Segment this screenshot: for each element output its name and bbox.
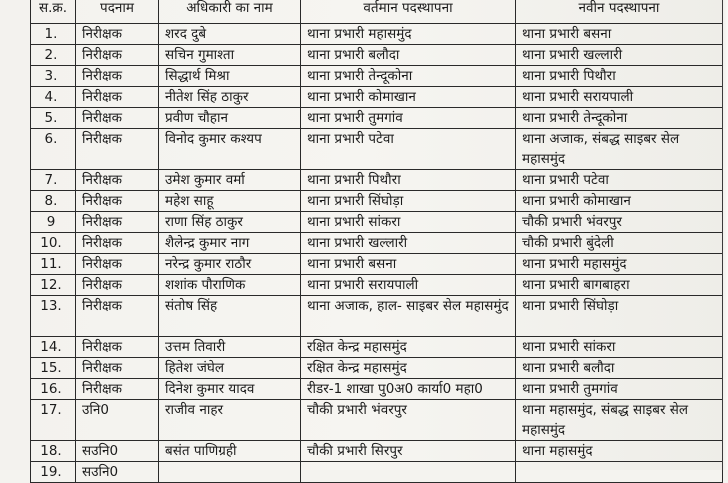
cell-new-posting: थाना प्रभारी सिंघोड़ा	[516, 296, 723, 337]
header-rank: पदनाम	[76, 0, 159, 24]
table-row	[31, 275, 723, 296]
cell-current-posting: रक्षित केन्द्र महासमुंद	[301, 337, 516, 358]
cell-rank: निरीक्षक	[76, 358, 159, 379]
cell-officer-name: नीतेश सिंह ठाकुर	[159, 87, 301, 108]
cell-new-posting: थाना प्रभारी महासमुंद	[516, 254, 723, 275]
cell-current-posting: थाना प्रभारी महासमुंद	[301, 24, 516, 45]
cell-serial: 13.	[31, 296, 76, 337]
cell-rank: उनि0	[76, 400, 159, 441]
cell-new-posting: थाना प्रभारी पटेवा	[516, 170, 723, 191]
table-row	[31, 170, 723, 191]
cell-officer-name: सिद्धार्थ मिश्रा	[159, 66, 301, 87]
cell-serial: 15.	[31, 358, 76, 379]
cell-rank: निरीक्षक	[76, 87, 159, 108]
cell-new-posting: थाना प्रभारी तेन्दूकोना	[516, 108, 723, 129]
cell-current-posting: थाना प्रभारी कोमाखान	[301, 87, 516, 108]
cell-serial: 11.	[31, 254, 76, 275]
cell-rank: निरीक्षक	[76, 170, 159, 191]
header-serial: स.क्र.	[31, 0, 76, 24]
cell-rank: निरीक्षक	[76, 254, 159, 275]
cell-new-posting: थाना प्रभारी बागबाहरा	[516, 275, 723, 296]
cell-current-posting: थाना प्रभारी पिथौरा	[301, 170, 516, 191]
cell-new-posting: थाना प्रभारी बसना	[516, 24, 723, 45]
cell-new-posting: थाना प्रभारी सांकरा	[516, 337, 723, 358]
cell-officer-name: उत्तम तिवारी	[159, 337, 301, 358]
page-edge-shadow	[722, 0, 728, 470]
cell-current-posting: थाना प्रभारी सांकरा	[301, 212, 516, 233]
table-row	[31, 462, 723, 483]
table-row	[31, 233, 723, 254]
cell-new-posting: थाना प्रभारी सरायपाली	[516, 87, 723, 108]
cell-serial: 10.	[31, 233, 76, 254]
cell-rank: निरीक्षक	[76, 191, 159, 212]
table-header-row	[31, 0, 723, 24]
table-row	[31, 358, 723, 379]
cell-current-posting: थाना प्रभारी तेन्दूकोना	[301, 66, 516, 87]
header-current-posting: वर्तमान पदस्थापना	[301, 0, 516, 24]
cell-rank: निरीक्षक	[76, 275, 159, 296]
cell-rank: निरीक्षक	[76, 212, 159, 233]
table-row	[31, 45, 723, 66]
cell-serial: 9	[31, 212, 76, 233]
cell-new-posting: थाना प्रभारी कोमाखान	[516, 191, 723, 212]
cell-serial: 16.	[31, 379, 76, 400]
cell-officer-name: हितेश जंघेल	[159, 358, 301, 379]
cell-new-posting: थाना अजाक, संबद्ध साइबर सेल महासमुंद	[516, 129, 723, 170]
table-row	[31, 24, 723, 45]
cell-officer-name: संतोष सिंह	[159, 296, 301, 337]
cell-serial: 18.	[31, 441, 76, 462]
cell-current-posting: चौकी प्रभारी सिरपुर	[301, 441, 516, 462]
cell-officer-name: दिनेश कुमार यादव	[159, 379, 301, 400]
cell-officer-name: बसंत पाणिग्रही	[159, 441, 301, 462]
cell-serial: 2.	[31, 45, 76, 66]
table-row	[31, 66, 723, 87]
cell-serial: 12.	[31, 275, 76, 296]
table-row	[31, 254, 723, 275]
cell-new-posting: थाना प्रभारी तुमगांव	[516, 379, 723, 400]
cell-rank: निरीक्षक	[76, 337, 159, 358]
cell-officer-name: विनोद कुमार कश्यप	[159, 129, 301, 170]
cell-serial: 4.	[31, 87, 76, 108]
table-row	[31, 129, 723, 170]
cell-current-posting: थाना प्रभारी तुमगांव	[301, 108, 516, 129]
cell-serial: 17.	[31, 400, 76, 441]
table-row	[31, 337, 723, 358]
cell-serial: 7.	[31, 170, 76, 191]
cell-serial: 3.	[31, 66, 76, 87]
cell-new-posting: थाना प्रभारी खल्लारी	[516, 45, 723, 66]
cell-new-posting: थाना प्रभारी बलौदा	[516, 358, 723, 379]
table-row	[31, 191, 723, 212]
cell-officer-name: शशांक पौराणिक	[159, 275, 301, 296]
cell-rank: सउनि0	[76, 441, 159, 462]
table-row	[31, 87, 723, 108]
cell-current-posting: चौकी प्रभारी भंवरपुर	[301, 400, 516, 441]
cell-officer-name: महेश साहू	[159, 191, 301, 212]
cell-rank: निरीक्षक	[76, 45, 159, 66]
table-row	[31, 108, 723, 129]
cell-new-posting	[516, 462, 723, 483]
cell-serial: 5.	[31, 108, 76, 129]
cell-officer-name: शरद दुबे	[159, 24, 301, 45]
cell-new-posting: चौकी प्रभारी भंवरपुर	[516, 212, 723, 233]
cell-serial: 6.	[31, 129, 76, 170]
cell-current-posting: थाना प्रभारी बलौदा	[301, 45, 516, 66]
table-row	[31, 379, 723, 400]
cell-new-posting: थाना प्रभारी पिथौरा	[516, 66, 723, 87]
cell-current-posting: थाना प्रभारी खल्लारी	[301, 233, 516, 254]
cell-serial: 8.	[31, 191, 76, 212]
table-row	[31, 212, 723, 233]
cell-rank: निरीक्षक	[76, 66, 159, 87]
cell-officer-name	[159, 462, 301, 483]
cell-current-posting: थाना अजाक, हाल- साइबर सेल महासमुंद	[301, 296, 516, 337]
table-row	[31, 296, 723, 337]
cell-new-posting: थाना महासमुंद, संबद्ध साइबर सेल महासमुंद	[516, 400, 723, 441]
cell-officer-name: राणा सिंह ठाकुर	[159, 212, 301, 233]
header-new-posting: नवीन पदस्थापना	[516, 0, 723, 24]
cell-rank: निरीक्षक	[76, 108, 159, 129]
cell-rank: निरीक्षक	[76, 379, 159, 400]
cell-current-posting: थाना प्रभारी सरायपाली	[301, 275, 516, 296]
cell-new-posting: चौकी प्रभारी बुंदेली	[516, 233, 723, 254]
cell-rank: निरीक्षक	[76, 24, 159, 45]
cell-serial: 19.	[31, 462, 76, 483]
cell-serial: 14.	[31, 337, 76, 358]
cell-current-posting: थाना प्रभारी पटेवा	[301, 129, 516, 170]
cell-rank: सउनि0	[76, 462, 159, 483]
cell-current-posting	[301, 462, 516, 483]
header-officer-name: अधिकारी का नाम	[159, 0, 301, 24]
cell-officer-name: नरेन्द्र कुमार राठौर	[159, 254, 301, 275]
cell-officer-name: उमेश कुमार वर्मा	[159, 170, 301, 191]
cell-officer-name: शैलेन्द्र कुमार नाग	[159, 233, 301, 254]
cell-officer-name: प्रवीण चौहान	[159, 108, 301, 129]
cell-rank: निरीक्षक	[76, 129, 159, 170]
table-row	[31, 400, 723, 441]
cell-current-posting: रीडर-1 शाखा पु0अ0 कार्या0 महा0	[301, 379, 516, 400]
cell-current-posting: रक्षित केन्द्र महासमुंद	[301, 358, 516, 379]
cell-officer-name: सचिन गुमाश्ता	[159, 45, 301, 66]
cell-rank: निरीक्षक	[76, 296, 159, 337]
cell-new-posting: थाना महासमुंद	[516, 441, 723, 462]
cell-current-posting: थाना प्रभारी सिंघोड़ा	[301, 191, 516, 212]
transfer-order-table	[30, 0, 723, 483]
cell-current-posting: थाना प्रभारी बसना	[301, 254, 516, 275]
cell-officer-name: राजीव नाहर	[159, 400, 301, 441]
cell-serial: 1.	[31, 24, 76, 45]
cell-rank: निरीक्षक	[76, 233, 159, 254]
table-row	[31, 441, 723, 462]
